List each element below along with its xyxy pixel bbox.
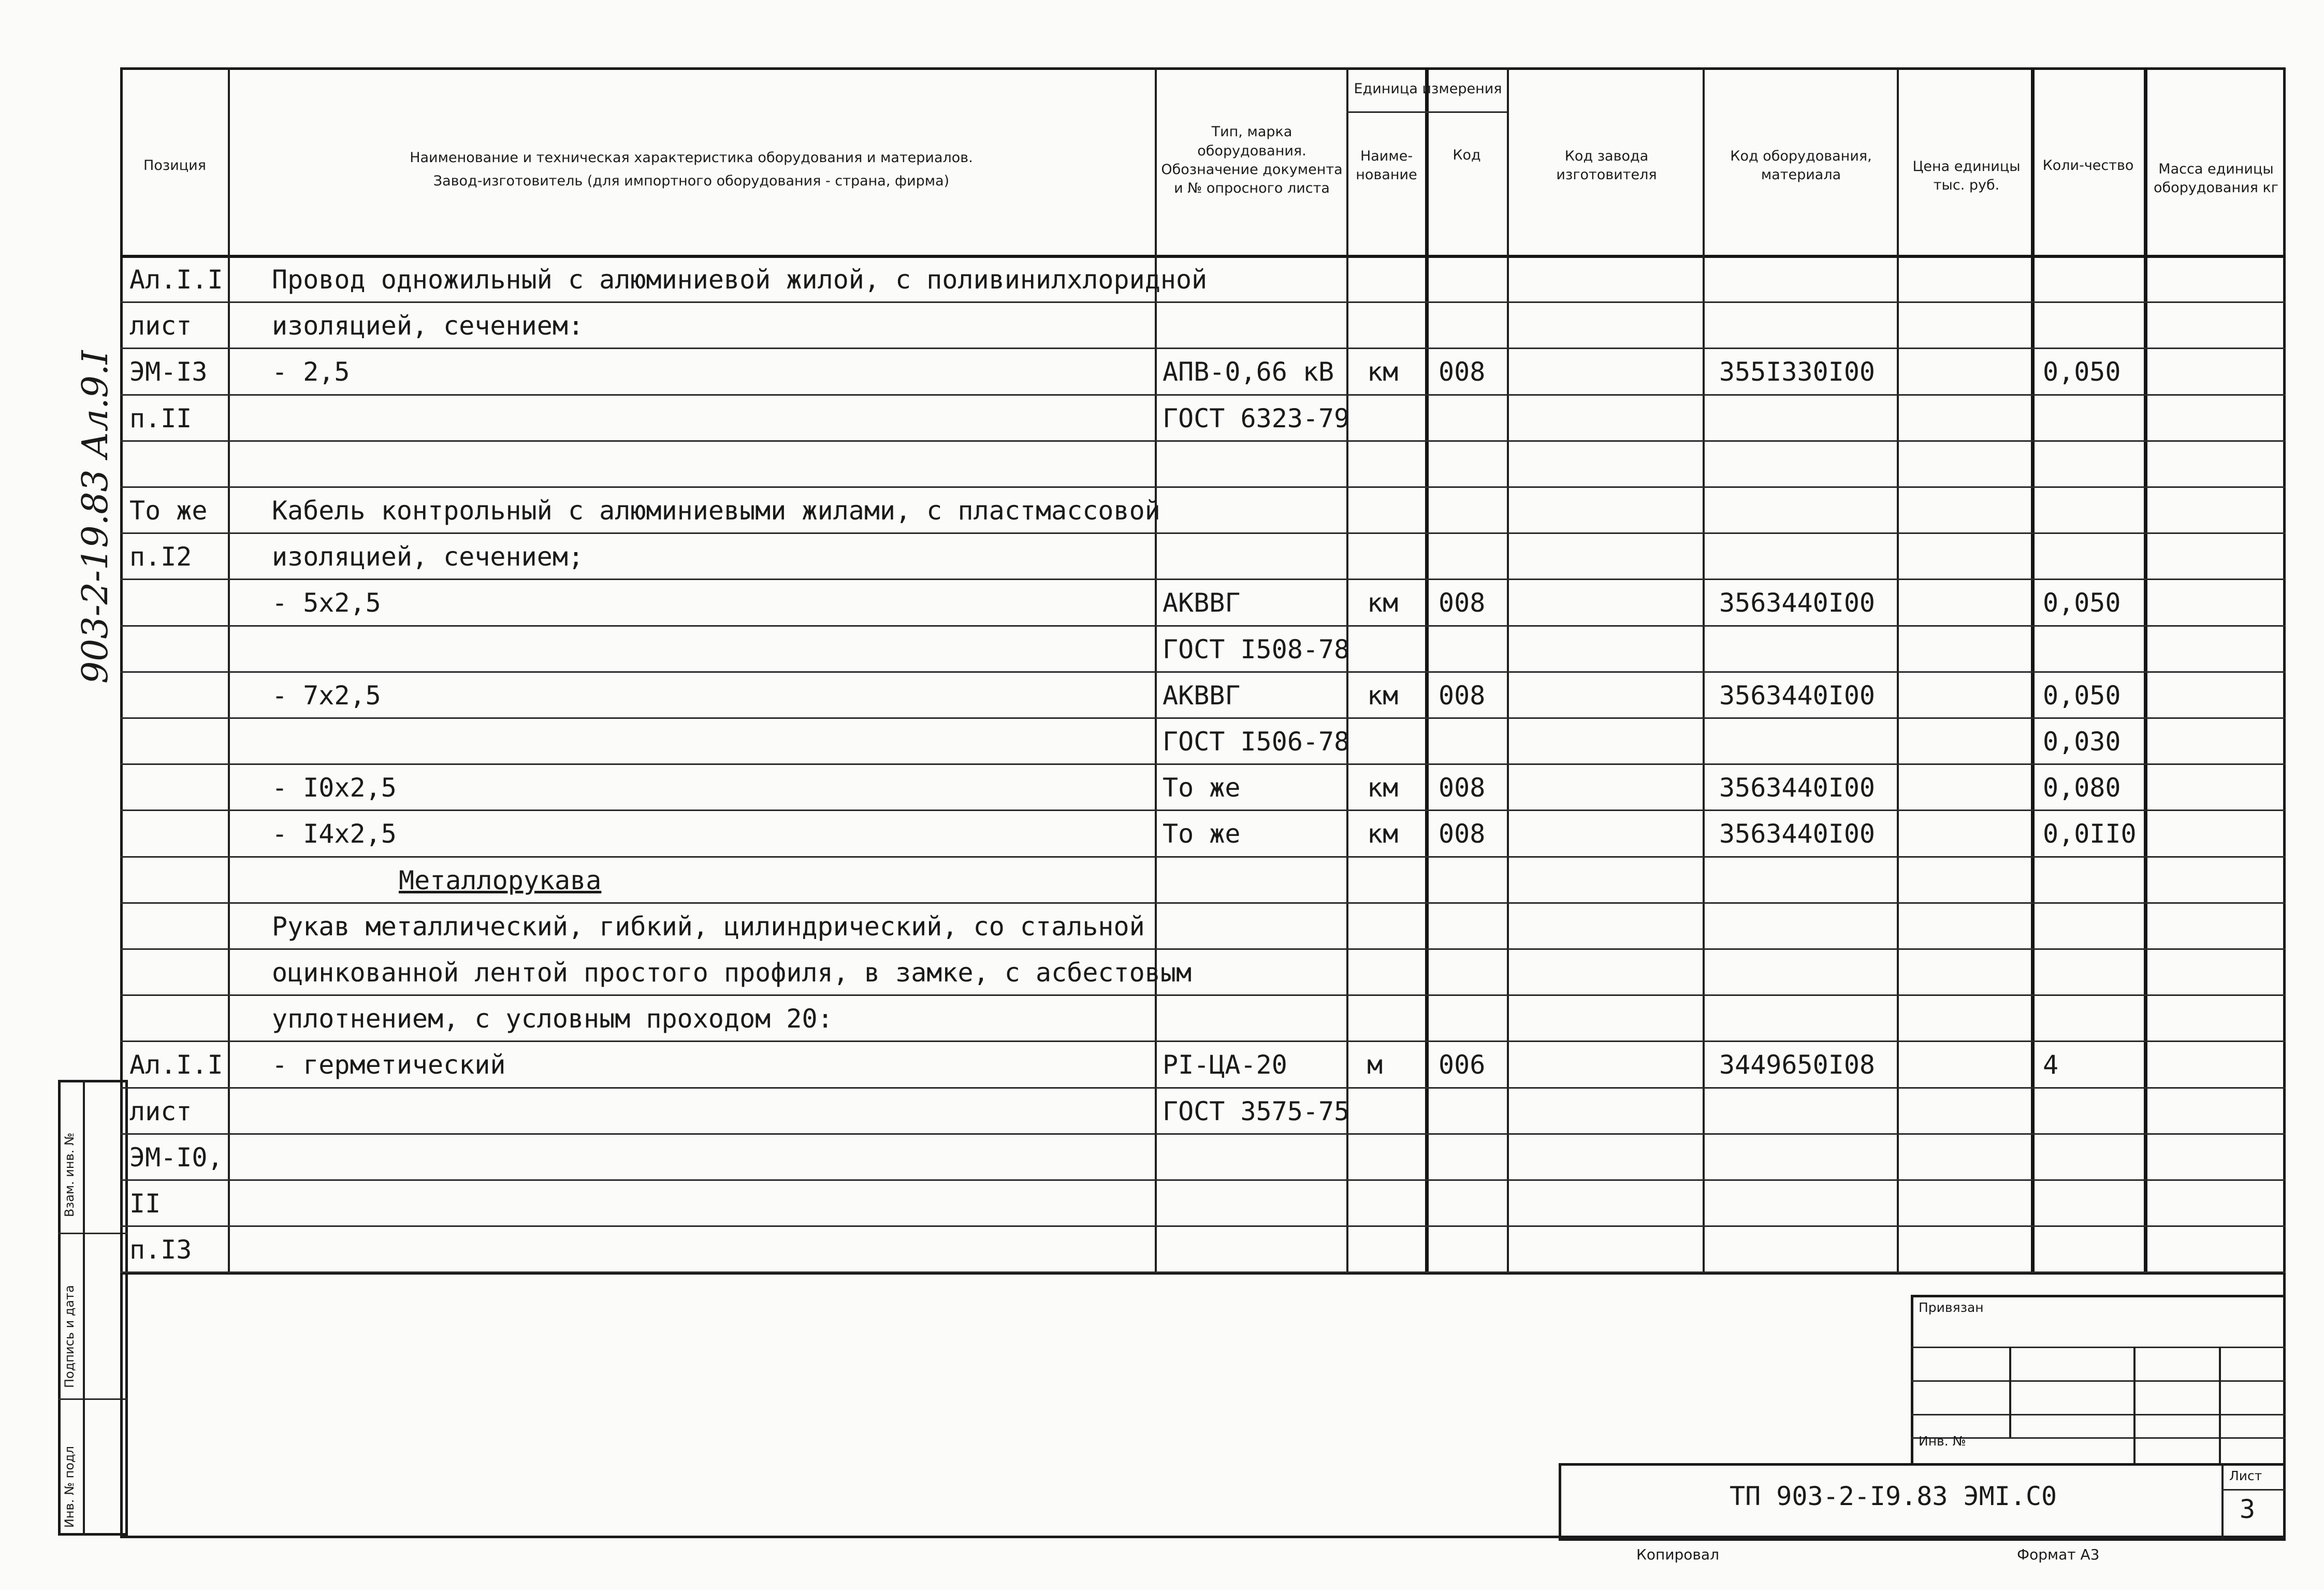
position-cell: ЭМ-I0, xyxy=(129,1142,223,1173)
stamp-line xyxy=(1911,1347,2286,1348)
equipment-code-cell: 3563440I00 xyxy=(1719,680,1876,711)
unit-name-cell: м xyxy=(1367,1050,1383,1080)
header-mass: Масса единицы оборудования кг xyxy=(2154,161,2278,196)
position-cell: ЭМ-I3 xyxy=(129,357,208,387)
position-cell: п.II xyxy=(129,403,192,433)
stamp-sheet-number: 3 xyxy=(2240,1494,2256,1524)
name-cell: - герметический xyxy=(272,1050,506,1080)
footer-format: Формат А3 xyxy=(2017,1546,2100,1563)
position-cell: лист xyxy=(129,1096,192,1126)
stamp-sheet-divider xyxy=(2221,1489,2286,1491)
position-cell: II xyxy=(129,1189,161,1219)
position-cell: п.I3 xyxy=(129,1235,192,1265)
name-cell: - 7x2,5 xyxy=(272,680,381,711)
unit-name-cell: км xyxy=(1367,357,1399,387)
unit-code-cell: 008 xyxy=(1439,819,1486,849)
type-cell: ГОСТ I508-78 xyxy=(1163,634,1350,664)
stamp-col xyxy=(2133,1347,2136,1466)
stamp-line xyxy=(1911,1380,2286,1382)
quantity-cell: 0,050 xyxy=(2043,680,2121,711)
margin-divider xyxy=(83,1080,85,1536)
name-cell: - 5x2,5 xyxy=(272,588,381,618)
quantity-cell: 0,050 xyxy=(2043,357,2121,387)
row-divider xyxy=(120,1271,2286,1273)
margin-label-vzam: Взам. инв. № xyxy=(62,1133,77,1217)
type-cell: АКВВГ xyxy=(1163,588,1241,618)
name-cell: Провод одножильный с алюминиевой жилой, с поливинилхлоридной xyxy=(272,265,1208,295)
row-divider xyxy=(120,1133,2286,1135)
name-cell: - 2,5 xyxy=(272,357,350,387)
position-cell: То же xyxy=(129,496,208,526)
type-cell: То же xyxy=(1163,819,1241,849)
position-cell: п.I2 xyxy=(129,542,192,572)
header-unit-code: Код xyxy=(1452,147,1481,163)
name-cell: Рукав металлический, гибкий, цилиндрический, со стальной xyxy=(272,911,1145,942)
header-name-line2: Завод-изготовитель (для импортного оборудования - страна, фирма) xyxy=(433,172,950,189)
header-unit-group: Единица измерения xyxy=(1354,81,1502,97)
equipment-code-cell: 3449650I08 xyxy=(1719,1050,1876,1080)
header-equipment-code: Код оборудования, материала xyxy=(1730,148,1872,183)
type-cell: ГОСТ 3575-75 xyxy=(1163,1096,1350,1126)
quantity-cell: 0,0II0 xyxy=(2043,819,2137,849)
unit-name-cell: км xyxy=(1367,819,1399,849)
equipment-code-cell: 3563440I00 xyxy=(1719,819,1876,849)
name-cell: - I0x2,5 xyxy=(272,773,397,803)
row-divider xyxy=(120,1225,2286,1227)
position-cell: лист xyxy=(129,311,192,341)
stamp-col xyxy=(2009,1347,2011,1437)
equipment-code-cell: 355I330I00 xyxy=(1719,357,1876,387)
header-type: Тип, марка оборудования. Обозначение документа и № опросного листа xyxy=(1161,124,1343,197)
margin-label-inv-podl: Инв. № подл xyxy=(62,1446,77,1528)
unit-name-cell: км xyxy=(1367,588,1399,618)
header-quantity: Коли-чество xyxy=(2042,157,2134,174)
stamp-sheet-divider xyxy=(2221,1463,2224,1541)
unit-code-cell: 008 xyxy=(1439,588,1486,618)
header-position: Позиция xyxy=(143,157,206,174)
position-cell: Ал.I.I xyxy=(129,1050,223,1080)
name-cell: Металлорукава xyxy=(399,865,602,895)
footer-kopiroval: Копировал xyxy=(1636,1546,1719,1563)
type-cell: ГОСТ 6323-79 xyxy=(1163,403,1350,433)
row-divider xyxy=(120,440,2286,442)
header-name-line1: Наименование и техническая характеристика оборудования и материалов. xyxy=(410,149,973,166)
stamp-col xyxy=(2219,1347,2221,1466)
name-cell: Кабель контрольный с алюминиевыми жилами, с пластмассовой xyxy=(272,496,1160,526)
unit-code-cell: 008 xyxy=(1439,680,1486,711)
quantity-cell: 0,080 xyxy=(2043,773,2121,803)
name-cell: - I4x2,5 xyxy=(272,819,397,849)
type-cell: РI-ЦА-20 xyxy=(1163,1050,1287,1080)
unit-code-cell: 006 xyxy=(1439,1050,1486,1080)
position-cell: Ал.I.I xyxy=(129,265,223,295)
header-price: Цена единицы тыс. руб. xyxy=(1912,158,2021,193)
equipment-code-cell: 3563440I00 xyxy=(1719,773,1876,803)
unit-name-cell: км xyxy=(1367,680,1399,711)
quantity-cell: 0,050 xyxy=(2043,588,2121,618)
type-cell: АПВ-0,66 кВ xyxy=(1163,357,1334,387)
stamp-line xyxy=(1911,1414,2286,1415)
vertical-reference: 903-2-19.83 Ал.9.I xyxy=(75,350,116,684)
name-cell: уплотнением, с условным проходом 20: xyxy=(272,1004,833,1034)
stamp-inv-no: Инв. № xyxy=(1919,1434,1966,1449)
type-cell: То же xyxy=(1163,773,1241,803)
row-divider xyxy=(120,1179,2286,1181)
margin-divider xyxy=(58,1233,128,1234)
unit-group-divider xyxy=(1346,111,1507,113)
type-cell: ГОСТ I506-78 xyxy=(1163,727,1350,757)
stamp-designation: ТП 903-2-I9.83 ЭМI.С0 xyxy=(1730,1481,2057,1511)
name-cell: оцинкованной лентой простого профиля, в замке, с асбестовым xyxy=(272,958,1192,988)
unit-code-cell: 008 xyxy=(1439,773,1486,803)
header-unit-name: Наиме-нование xyxy=(1356,148,1417,183)
stamp-line xyxy=(1911,1437,2286,1439)
margin-divider xyxy=(58,1398,128,1400)
unit-code-cell: 008 xyxy=(1439,357,1486,387)
stamp-privyazan: Привязан xyxy=(1919,1300,1984,1315)
name-cell: изоляцией, сечением: xyxy=(272,311,584,341)
type-cell: АКВВГ xyxy=(1163,680,1241,711)
margin-label-podpis: Подпись и дата xyxy=(62,1285,77,1388)
header-factory-code: Код завода изготовителя xyxy=(1556,148,1657,183)
quantity-cell: 0,030 xyxy=(2043,727,2121,757)
quantity-cell: 4 xyxy=(2043,1050,2059,1080)
equipment-code-cell: 3563440I00 xyxy=(1719,588,1876,618)
name-cell: изоляцией, сечением; xyxy=(272,542,584,572)
stamp-sheet-label: Лист xyxy=(2229,1468,2262,1483)
unit-name-cell: км xyxy=(1367,773,1399,803)
